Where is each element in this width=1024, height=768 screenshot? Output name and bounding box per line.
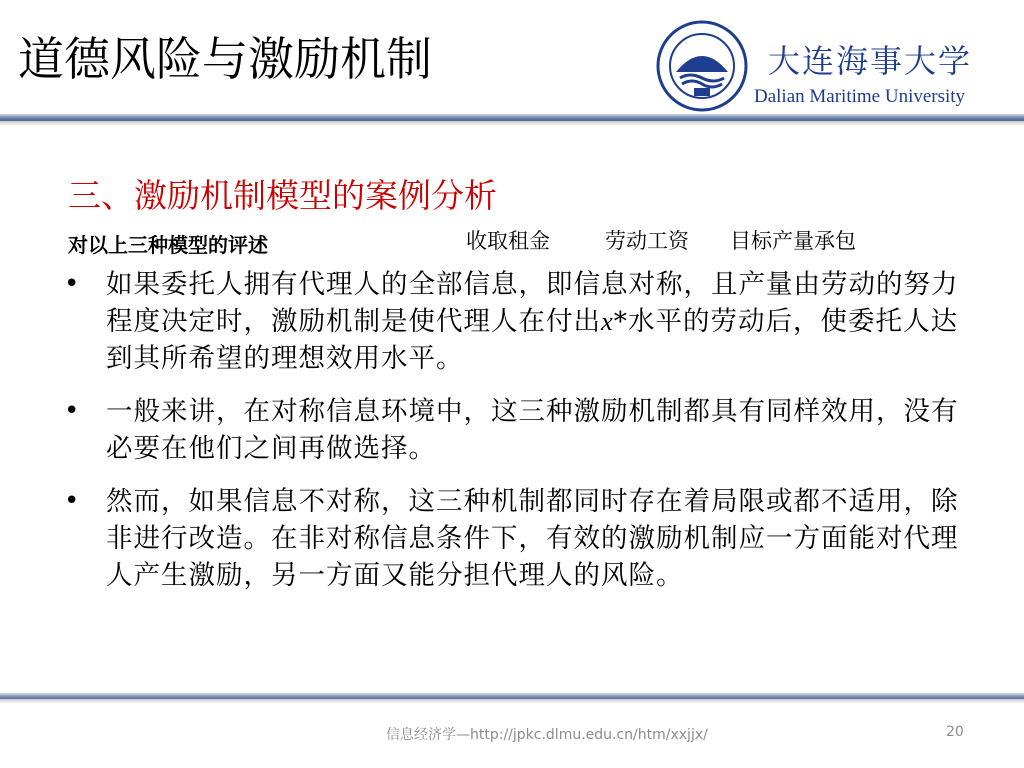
footer-divider-shadow — [0, 699, 1024, 704]
university-name-en: Dalian Maritime University — [754, 86, 966, 107]
bullet-list — [56, 266, 966, 610]
page-number: 20 — [946, 724, 964, 740]
bullet-text: 一般来讲，在对称信息环境中，这三种激励机制都具有同样效用，没有必要在他们之间再做选择。 — [106, 396, 959, 464]
university-seal-icon — [656, 20, 748, 112]
bullet-text-continued: *水平的劳动后，使委托人达到其所希望的理想效用水平。 — [106, 306, 959, 374]
bullet-text: 然而，如果信息不对称，这三种机制都同时存在着局限或都不适用，除非进行改造。在非对称信息条件下，有效的激励机制应一方面能对代理人产生激励，另一方面又能分担代理人的风险。 — [106, 486, 959, 591]
model-term-wage: 劳动工资 — [605, 229, 689, 253]
university-name-cn: 大连海事大学 — [768, 42, 973, 80]
bullet-item — [56, 393, 966, 467]
header-divider-shadow — [0, 121, 1024, 126]
section-heading: 三、激励机制模型的案例分析 — [68, 176, 497, 215]
header-divider — [0, 114, 1024, 121]
bullet-dot-icon: • — [64, 396, 81, 426]
model-term-quota: 目标产量承包 — [730, 229, 856, 253]
math-variable: x — [601, 306, 614, 336]
bullet-item — [56, 266, 966, 377]
model-term-rent: 收取租金 — [466, 229, 550, 253]
bullet-dot-icon: • — [64, 269, 81, 299]
bullet-text: 如果委托人拥有代理人的全部信息，即信息对称，且产量由劳动的努力程度决定时，激励机制是使代理人在付出 — [106, 269, 959, 337]
bullet-dot-icon: • — [64, 486, 81, 516]
footer-course-link[interactable]: 信息经济学—http://jpkc.dlmu.edu.cn/htm/xxjjx/ — [386, 727, 708, 743]
subheading-row — [68, 225, 968, 257]
subheading-label: 对以上三种模型的评述 — [68, 233, 268, 257]
bullet-item — [56, 483, 966, 594]
slide-title: 道德风险与激励机制 — [18, 32, 432, 86]
